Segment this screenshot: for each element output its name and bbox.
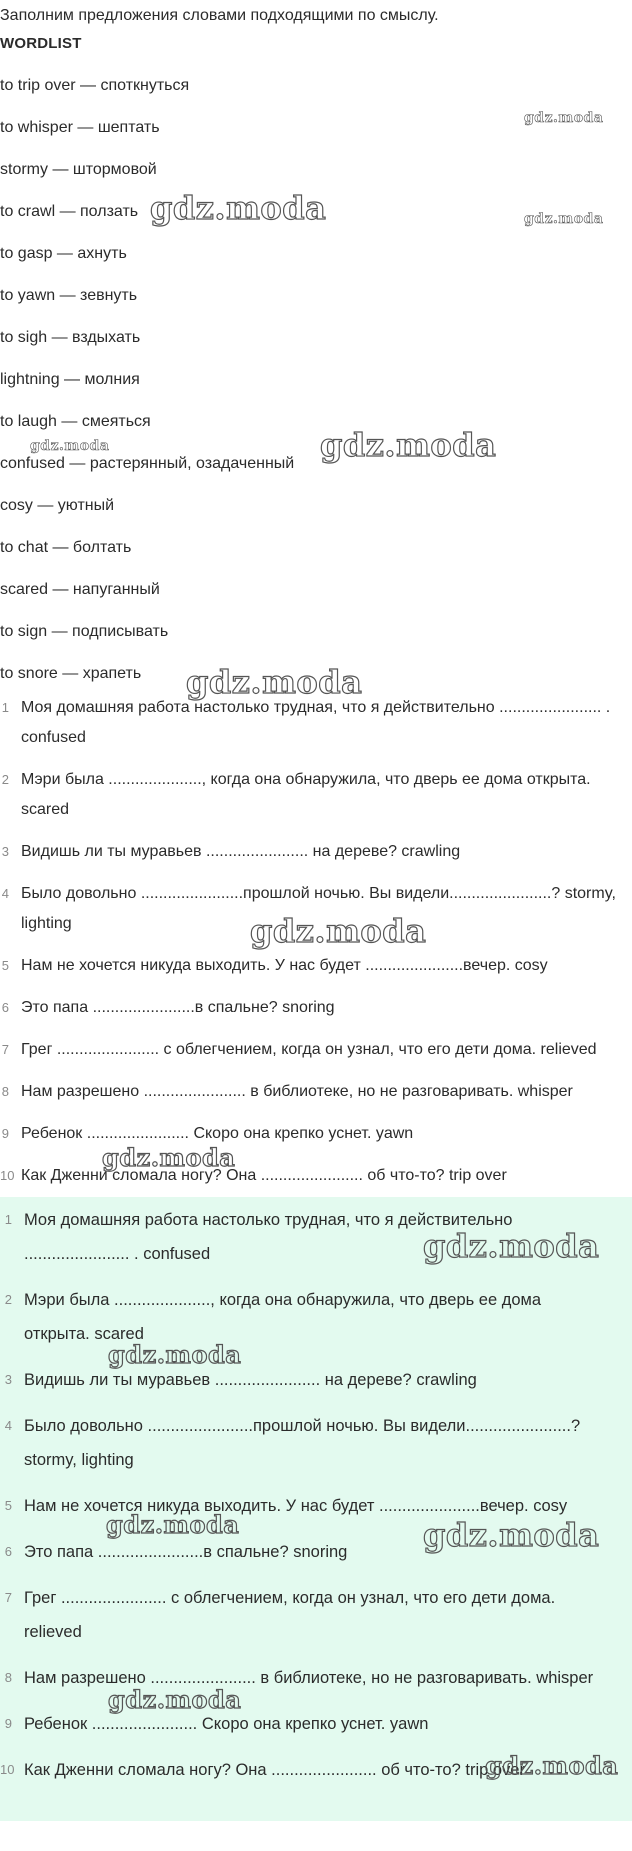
item-number: 9 — [4, 1716, 12, 1731]
wordlist-item: cosy — уютный — [0, 497, 115, 514]
wordlist-item: to sign — подписывать — [0, 623, 169, 640]
answer-item — [0, 1661, 632, 1707]
watermark: gdz.moda — [524, 211, 604, 227]
exercise-item — [0, 1119, 632, 1161]
wordlist-item: to yawn — зевнуть — [0, 287, 138, 304]
answer-item — [0, 1283, 632, 1363]
wordlist-item: scared — напуганный — [0, 581, 160, 598]
item-text: Моя домашняя работа настолько трудная, что я действительно ....................... . confused — [24, 1211, 513, 1263]
answer-item — [0, 1363, 632, 1409]
item-number: 4 — [4, 1418, 12, 1433]
item-text: Нам не хочется никуда выходить. У нас будет ......................вечер. cosy — [24, 1497, 568, 1515]
wordlist-item: to trip over — споткнуться — [0, 77, 190, 94]
watermark: gdz.moda — [320, 426, 497, 464]
item-number: 3 — [1, 844, 9, 859]
item-text: Было довольно .......................прошлой ночью. Вы видели.......................? stormy, lighting — [24, 1417, 581, 1469]
wordlist-item: to crawl — ползать — [0, 203, 139, 220]
item-number: 7 — [4, 1590, 12, 1605]
wordlist-item: to sigh — вздыхать — [0, 329, 141, 346]
wordlist-item: to snore — храпеть — [0, 665, 142, 682]
item-number: 10 — [0, 1168, 15, 1183]
wordlist-item: confused — растерянный, озадаченный — [0, 455, 295, 472]
item-text: Мэри была ....................., когда она обнаружила, что дверь ее дома открыта. scared — [24, 1291, 542, 1343]
exercise-item — [0, 837, 632, 879]
wordlist-item: to gasp — ахнуть — [0, 245, 127, 262]
item-number: 2 — [4, 1292, 12, 1307]
answer-item — [0, 1535, 632, 1581]
item-text: Ребенок ....................... Скоро она крепко уснет. yawn — [24, 1715, 429, 1733]
wordlist — [0, 74, 294, 704]
exercise-item — [0, 1035, 632, 1077]
item-number: 4 — [1, 886, 9, 901]
answer-block — [0, 1197, 632, 1821]
item-text: Нам разрешено ....................... в библиотеке, но не разговаривать. whisper — [21, 1083, 573, 1100]
item-text: Нам не хочется никуда выходить. У нас будет ......................вечер. cosy — [21, 957, 548, 974]
item-number: 1 — [4, 1212, 12, 1227]
exercise-item — [0, 879, 632, 951]
watermark: gdz.moda — [30, 438, 110, 454]
wordlist-item: to laugh — смеяться — [0, 413, 151, 430]
answer-item — [0, 1203, 632, 1283]
item-number: 5 — [1, 958, 9, 973]
item-text: Нам разрешено ....................... в библиотеке, но не разговаривать. whisper — [24, 1669, 594, 1687]
item-number: 2 — [1, 772, 9, 787]
item-text: Грег ....................... с облегчением, когда он узнал, что его дети дома. relieved — [24, 1589, 556, 1641]
item-text: Грег ....................... с облегчением, когда он узнал, что его дети дома. relieved — [21, 1041, 597, 1058]
item-number: 9 — [1, 1126, 9, 1141]
item-number: 6 — [1, 1000, 9, 1015]
intro-text: Заполним предложения словами подходящими по смыслу. — [0, 7, 439, 24]
wordlist-item: stormy — штормовой — [0, 161, 157, 178]
item-number: 7 — [1, 1042, 9, 1057]
wordlist-item: to whisper — шептать — [0, 119, 160, 136]
item-number: 10 — [0, 1762, 15, 1777]
item-text: Было довольно .......................прошлой ночью. Вы видели.......................? stormy, lighting — [21, 885, 616, 932]
wordlist-item: to chat — болтать — [0, 539, 132, 556]
exercise-item — [0, 951, 632, 993]
item-text: Видишь ли ты муравьев ....................... на дереве? crawling — [24, 1371, 477, 1389]
exercise-item — [0, 693, 632, 765]
item-text: Как Дженни сломала ногу? Она ....................... об что-то? trip over — [21, 1167, 507, 1184]
item-text: Это папа .......................в спальне? snoring — [21, 999, 335, 1016]
answer-item — [0, 1753, 632, 1799]
watermark: gdz.moda — [250, 912, 427, 950]
wordlist-item: lightning — молния — [0, 371, 140, 388]
item-number: 1 — [1, 700, 9, 715]
item-text: Это папа .......................в спальне? snoring — [24, 1543, 348, 1561]
item-number: 6 — [4, 1544, 12, 1559]
exercise-list — [0, 693, 632, 1203]
answer-item — [0, 1707, 632, 1753]
item-text: Видишь ли ты муравьев ....................... на дереве? crawling — [21, 843, 461, 860]
answer-item — [0, 1581, 632, 1661]
item-number: 5 — [4, 1498, 12, 1513]
exercise-item — [0, 993, 632, 1035]
item-number: 3 — [4, 1372, 12, 1387]
item-text: Ребенок ....................... Скоро она крепко уснет. yawn — [21, 1125, 414, 1142]
watermark: gdz.moda — [102, 1143, 236, 1172]
item-text: Как Дженни сломала ногу? Она ....................... об что-то? trip over — [24, 1761, 525, 1779]
watermark: gdz.moda — [186, 663, 363, 701]
item-number: 8 — [1, 1084, 9, 1099]
wordlist-heading: WORDLIST — [0, 35, 82, 52]
answer-item — [0, 1409, 632, 1489]
watermark: gdz.moda — [524, 110, 604, 126]
watermark: gdz.moda — [150, 189, 327, 227]
exercise-item — [0, 765, 632, 837]
item-number: 8 — [4, 1670, 12, 1685]
answer-list — [0, 1203, 632, 1799]
item-text: Мэри была ....................., когда она обнаружила, что дверь ее дома открыта. scared — [21, 771, 591, 818]
answer-item — [0, 1489, 632, 1535]
item-text: Моя домашняя работа настолько трудная, что я действительно ....................... . confused — [21, 699, 611, 746]
exercise-item — [0, 1077, 632, 1119]
